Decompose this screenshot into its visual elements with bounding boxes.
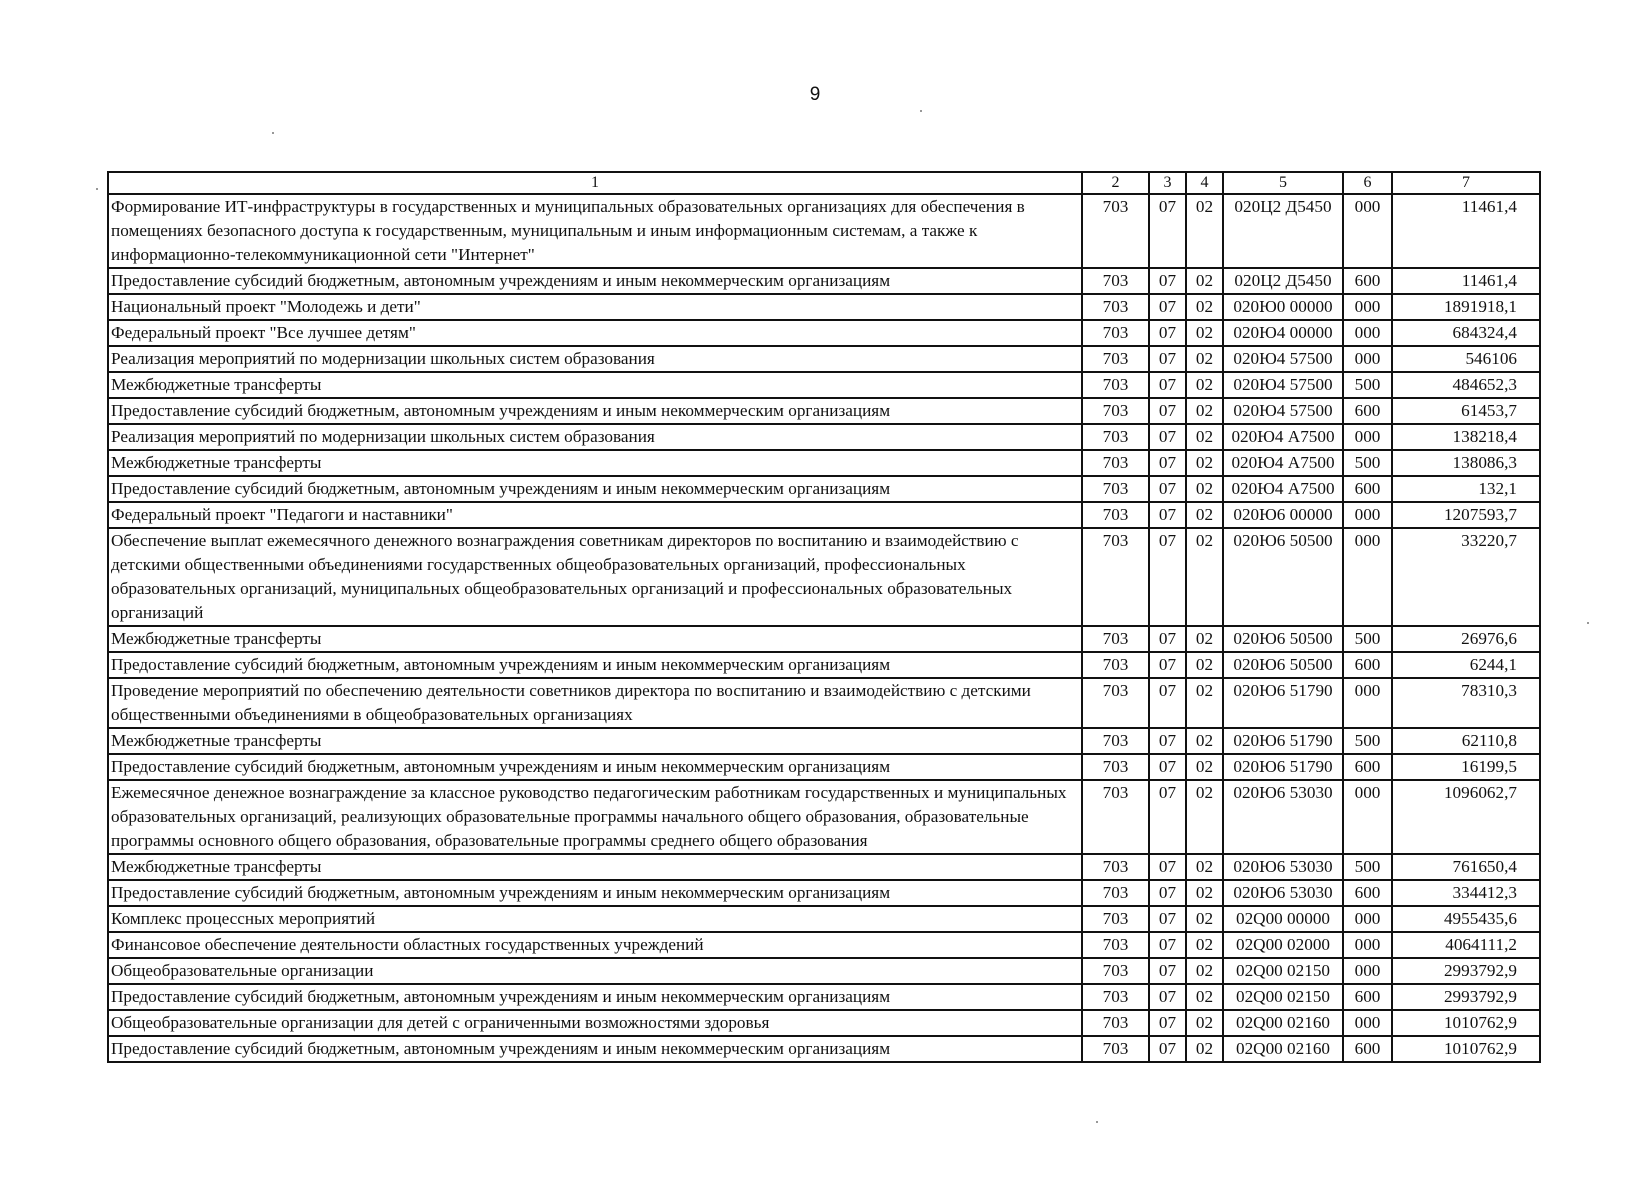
table-row bbox=[108, 678, 1540, 728]
cell-col-7: 4955435,6 bbox=[1392, 906, 1540, 932]
cell-col-4: 02 bbox=[1186, 958, 1223, 984]
cell-col-3: 07 bbox=[1149, 984, 1186, 1010]
cell-col-6: 000 bbox=[1343, 780, 1392, 854]
cell-col-6: 600 bbox=[1343, 1036, 1392, 1062]
cell-col-3: 07 bbox=[1149, 194, 1186, 268]
cell-col-4: 02 bbox=[1186, 502, 1223, 528]
cell-col-6: 500 bbox=[1343, 854, 1392, 880]
cell-col-3: 07 bbox=[1149, 398, 1186, 424]
cell-col-2: 703 bbox=[1082, 194, 1149, 268]
column-header: 6 bbox=[1343, 172, 1392, 194]
table-row bbox=[108, 880, 1540, 906]
cell-col-3: 07 bbox=[1149, 450, 1186, 476]
cell-col-4: 02 bbox=[1186, 268, 1223, 294]
cell-col-3: 07 bbox=[1149, 652, 1186, 678]
cell-col-2: 703 bbox=[1082, 528, 1149, 626]
cell-col-6: 000 bbox=[1343, 678, 1392, 728]
cell-col-5: 020Ю6 53030 bbox=[1223, 854, 1343, 880]
cell-col-2: 703 bbox=[1082, 424, 1149, 450]
cell-col-7: 33220,7 bbox=[1392, 528, 1540, 626]
cell-col-7: 1891918,1 bbox=[1392, 294, 1540, 320]
table-row bbox=[108, 854, 1540, 880]
row-name: Федеральный проект "Педагоги и наставники" bbox=[108, 502, 1082, 528]
page-number: 9 bbox=[809, 84, 821, 105]
cell-col-5: 02Q00 02160 bbox=[1223, 1010, 1343, 1036]
cell-col-5: 020Ю4 А7500 bbox=[1223, 450, 1343, 476]
cell-col-6: 500 bbox=[1343, 450, 1392, 476]
cell-col-4: 02 bbox=[1186, 854, 1223, 880]
table-row bbox=[108, 780, 1540, 854]
cell-col-5: 020Ю6 51790 bbox=[1223, 728, 1343, 754]
row-name: Общеобразовательные организации для детей с ограниченными возможностями здоровья bbox=[108, 1010, 1082, 1036]
table-row bbox=[108, 294, 1540, 320]
cell-col-6: 600 bbox=[1343, 652, 1392, 678]
cell-col-2: 703 bbox=[1082, 268, 1149, 294]
cell-col-2: 703 bbox=[1082, 476, 1149, 502]
cell-col-4: 02 bbox=[1186, 754, 1223, 780]
scan-speck bbox=[272, 132, 274, 134]
row-name: Межбюджетные трансферты bbox=[108, 372, 1082, 398]
cell-col-2: 703 bbox=[1082, 450, 1149, 476]
cell-col-2: 703 bbox=[1082, 906, 1149, 932]
row-name: Межбюджетные трансферты bbox=[108, 450, 1082, 476]
scan-speck bbox=[96, 188, 98, 190]
table-row bbox=[108, 652, 1540, 678]
column-header: 4 bbox=[1186, 172, 1223, 194]
cell-col-6: 600 bbox=[1343, 398, 1392, 424]
row-name: Реализация мероприятий по модернизации школьных систем образования bbox=[108, 424, 1082, 450]
table-row bbox=[108, 728, 1540, 754]
table-row bbox=[108, 194, 1540, 268]
cell-col-2: 703 bbox=[1082, 958, 1149, 984]
cell-col-2: 703 bbox=[1082, 678, 1149, 728]
cell-col-5: 020Ю6 50500 bbox=[1223, 528, 1343, 626]
cell-col-2: 703 bbox=[1082, 346, 1149, 372]
cell-col-4: 02 bbox=[1186, 880, 1223, 906]
cell-col-2: 703 bbox=[1082, 652, 1149, 678]
cell-col-6: 000 bbox=[1343, 906, 1392, 932]
cell-col-7: 484652,3 bbox=[1392, 372, 1540, 398]
cell-col-3: 07 bbox=[1149, 1036, 1186, 1062]
cell-col-6: 000 bbox=[1343, 958, 1392, 984]
cell-col-2: 703 bbox=[1082, 932, 1149, 958]
cell-col-2: 703 bbox=[1082, 1010, 1149, 1036]
cell-col-2: 703 bbox=[1082, 854, 1149, 880]
cell-col-5: 020Ю6 51790 bbox=[1223, 754, 1343, 780]
row-name: Ежемесячное денежное вознаграждение за классное руководство педагогическим работникам государственных и муниципальных образовательных организаций, реализующих образовательные программы начального общего образования, образовательные программы основного общего образования, образовательные программы среднего общего образования bbox=[108, 780, 1082, 854]
cell-col-2: 703 bbox=[1082, 780, 1149, 854]
cell-col-5: 020Ю0 00000 bbox=[1223, 294, 1343, 320]
cell-col-7: 334412,3 bbox=[1392, 880, 1540, 906]
cell-col-6: 000 bbox=[1343, 294, 1392, 320]
row-name: Предоставление субсидий бюджетным, автономным учреждениям и иным некоммерческим организациям bbox=[108, 984, 1082, 1010]
table-row bbox=[108, 1010, 1540, 1036]
table-row bbox=[108, 424, 1540, 450]
cell-col-5: 020Ю4 А7500 bbox=[1223, 424, 1343, 450]
cell-col-3: 07 bbox=[1149, 932, 1186, 958]
cell-col-7: 2993792,9 bbox=[1392, 958, 1540, 984]
budget-table bbox=[107, 171, 1541, 1063]
cell-col-4: 02 bbox=[1186, 194, 1223, 268]
cell-col-4: 02 bbox=[1186, 346, 1223, 372]
cell-col-4: 02 bbox=[1186, 984, 1223, 1010]
cell-col-4: 02 bbox=[1186, 906, 1223, 932]
cell-col-7: 16199,5 bbox=[1392, 754, 1540, 780]
cell-col-6: 000 bbox=[1343, 528, 1392, 626]
row-name: Предоставление субсидий бюджетным, автономным учреждениям и иным некоммерческим организациям bbox=[108, 652, 1082, 678]
cell-col-4: 02 bbox=[1186, 528, 1223, 626]
row-name: Реализация мероприятий по модернизации школьных систем образования bbox=[108, 346, 1082, 372]
row-name: Обеспечение выплат ежемесячного денежного вознаграждения советникам директоров по воспитанию и взаимодействию с детскими общественными объединениями государственных общеобразовательных организаций, профессиональных образовательных организаций, муниципальных общеобразовательных организаций и профессиональных образовательных организаций bbox=[108, 528, 1082, 626]
cell-col-4: 02 bbox=[1186, 1036, 1223, 1062]
cell-col-7: 138086,3 bbox=[1392, 450, 1540, 476]
cell-col-4: 02 bbox=[1186, 294, 1223, 320]
cell-col-6: 600 bbox=[1343, 476, 1392, 502]
row-name: Межбюджетные трансферты bbox=[108, 854, 1082, 880]
row-name: Комплекс процессных мероприятий bbox=[108, 906, 1082, 932]
cell-col-6: 000 bbox=[1343, 346, 1392, 372]
cell-col-5: 02Q00 00000 bbox=[1223, 906, 1343, 932]
cell-col-5: 02Q00 02160 bbox=[1223, 1036, 1343, 1062]
cell-col-7: 684324,4 bbox=[1392, 320, 1540, 346]
cell-col-6: 000 bbox=[1343, 320, 1392, 346]
cell-col-4: 02 bbox=[1186, 1010, 1223, 1036]
cell-col-6: 000 bbox=[1343, 502, 1392, 528]
cell-col-7: 62110,8 bbox=[1392, 728, 1540, 754]
cell-col-5: 020Ю6 53030 bbox=[1223, 880, 1343, 906]
cell-col-3: 07 bbox=[1149, 678, 1186, 728]
cell-col-3: 07 bbox=[1149, 958, 1186, 984]
row-name: Предоставление субсидий бюджетным, автономным учреждениям и иным некоммерческим организациям bbox=[108, 476, 1082, 502]
cell-col-7: 1010762,9 bbox=[1392, 1010, 1540, 1036]
cell-col-3: 07 bbox=[1149, 528, 1186, 626]
cell-col-6: 600 bbox=[1343, 984, 1392, 1010]
cell-col-4: 02 bbox=[1186, 398, 1223, 424]
column-header: 3 bbox=[1149, 172, 1186, 194]
cell-col-2: 703 bbox=[1082, 398, 1149, 424]
cell-col-7: 26976,6 bbox=[1392, 626, 1540, 652]
cell-col-7: 11461,4 bbox=[1392, 268, 1540, 294]
cell-col-5: 020Ц2 Д5450 bbox=[1223, 268, 1343, 294]
scan-speck bbox=[920, 110, 922, 112]
cell-col-6: 500 bbox=[1343, 728, 1392, 754]
cell-col-5: 020Ю4 57500 bbox=[1223, 398, 1343, 424]
row-name: Формирование ИТ-инфраструктуры в государственных и муниципальных образовательных организациях для обеспечения в помещениях безопасного доступа к государственным, муниципальным и иным информационным системам, а также к информационно-телекоммуникационной сети "Интернет" bbox=[108, 194, 1082, 268]
cell-col-5: 020Ю4 57500 bbox=[1223, 346, 1343, 372]
cell-col-2: 703 bbox=[1082, 294, 1149, 320]
table-row bbox=[108, 346, 1540, 372]
cell-col-6: 000 bbox=[1343, 1010, 1392, 1036]
column-header: 1 bbox=[108, 172, 1082, 194]
cell-col-3: 07 bbox=[1149, 268, 1186, 294]
cell-col-4: 02 bbox=[1186, 450, 1223, 476]
row-name: Национальный проект "Молодежь и дети" bbox=[108, 294, 1082, 320]
cell-col-5: 020Ю6 51790 bbox=[1223, 678, 1343, 728]
cell-col-2: 703 bbox=[1082, 754, 1149, 780]
table-row bbox=[108, 372, 1540, 398]
table-row bbox=[108, 268, 1540, 294]
cell-col-6: 000 bbox=[1343, 932, 1392, 958]
cell-col-3: 07 bbox=[1149, 626, 1186, 652]
cell-col-2: 703 bbox=[1082, 984, 1149, 1010]
cell-col-7: 546106 bbox=[1392, 346, 1540, 372]
table-row bbox=[108, 502, 1540, 528]
cell-col-3: 07 bbox=[1149, 320, 1186, 346]
cell-col-7: 1010762,9 bbox=[1392, 1036, 1540, 1062]
cell-col-7: 11461,4 bbox=[1392, 194, 1540, 268]
row-name: Общеобразовательные организации bbox=[108, 958, 1082, 984]
table-row bbox=[108, 320, 1540, 346]
cell-col-5: 02Q00 02150 bbox=[1223, 984, 1343, 1010]
cell-col-7: 132,1 bbox=[1392, 476, 1540, 502]
cell-col-2: 703 bbox=[1082, 728, 1149, 754]
table-row bbox=[108, 450, 1540, 476]
cell-col-4: 02 bbox=[1186, 780, 1223, 854]
table-row bbox=[108, 754, 1540, 780]
row-name: Федеральный проект "Все лучшее детям" bbox=[108, 320, 1082, 346]
row-name: Предоставление субсидий бюджетным, автономным учреждениям и иным некоммерческим организациям bbox=[108, 1036, 1082, 1062]
column-header: 7 bbox=[1392, 172, 1540, 194]
cell-col-5: 020Ю6 53030 bbox=[1223, 780, 1343, 854]
cell-col-3: 07 bbox=[1149, 906, 1186, 932]
cell-col-6: 600 bbox=[1343, 268, 1392, 294]
scan-speck bbox=[1587, 622, 1589, 624]
cell-col-4: 02 bbox=[1186, 678, 1223, 728]
row-name: Предоставление субсидий бюджетным, автономным учреждениям и иным некоммерческим организациям bbox=[108, 268, 1082, 294]
cell-col-3: 07 bbox=[1149, 1010, 1186, 1036]
cell-col-7: 2993792,9 bbox=[1392, 984, 1540, 1010]
row-name: Межбюджетные трансферты bbox=[108, 626, 1082, 652]
cell-col-5: 02Q00 02000 bbox=[1223, 932, 1343, 958]
cell-col-7: 78310,3 bbox=[1392, 678, 1540, 728]
cell-col-3: 07 bbox=[1149, 502, 1186, 528]
scan-speck bbox=[1096, 1121, 1098, 1123]
table-row bbox=[108, 932, 1540, 958]
cell-col-6: 000 bbox=[1343, 424, 1392, 450]
table-row bbox=[108, 398, 1540, 424]
table-row bbox=[108, 1036, 1540, 1062]
cell-col-6: 500 bbox=[1343, 372, 1392, 398]
table-row bbox=[108, 528, 1540, 626]
cell-col-6: 600 bbox=[1343, 880, 1392, 906]
cell-col-2: 703 bbox=[1082, 372, 1149, 398]
cell-col-5: 02Q00 02150 bbox=[1223, 958, 1343, 984]
cell-col-7: 61453,7 bbox=[1392, 398, 1540, 424]
cell-col-5: 020Ю6 50500 bbox=[1223, 626, 1343, 652]
cell-col-2: 703 bbox=[1082, 880, 1149, 906]
cell-col-4: 02 bbox=[1186, 424, 1223, 450]
cell-col-7: 138218,4 bbox=[1392, 424, 1540, 450]
cell-col-4: 02 bbox=[1186, 932, 1223, 958]
cell-col-4: 02 bbox=[1186, 372, 1223, 398]
row-name: Предоставление субсидий бюджетным, автономным учреждениям и иным некоммерческим организациям bbox=[108, 754, 1082, 780]
table-header-row bbox=[108, 172, 1540, 194]
cell-col-2: 703 bbox=[1082, 502, 1149, 528]
cell-col-4: 02 bbox=[1186, 652, 1223, 678]
cell-col-6: 600 bbox=[1343, 754, 1392, 780]
cell-col-4: 02 bbox=[1186, 728, 1223, 754]
cell-col-3: 07 bbox=[1149, 754, 1186, 780]
table-row bbox=[108, 958, 1540, 984]
cell-col-2: 703 bbox=[1082, 1036, 1149, 1062]
cell-col-3: 07 bbox=[1149, 728, 1186, 754]
cell-col-3: 07 bbox=[1149, 880, 1186, 906]
cell-col-6: 000 bbox=[1343, 194, 1392, 268]
row-name: Проведение мероприятий по обеспечению деятельности советников директора по воспитанию и взаимодействию с детскими общественными объединениями в общеобразовательных организациях bbox=[108, 678, 1082, 728]
table-row bbox=[108, 476, 1540, 502]
column-header: 5 bbox=[1223, 172, 1343, 194]
cell-col-3: 07 bbox=[1149, 372, 1186, 398]
cell-col-5: 020Ю4 57500 bbox=[1223, 372, 1343, 398]
row-name: Межбюджетные трансферты bbox=[108, 728, 1082, 754]
cell-col-4: 02 bbox=[1186, 320, 1223, 346]
cell-col-3: 07 bbox=[1149, 476, 1186, 502]
cell-col-3: 07 bbox=[1149, 780, 1186, 854]
cell-col-3: 07 bbox=[1149, 424, 1186, 450]
cell-col-7: 6244,1 bbox=[1392, 652, 1540, 678]
cell-col-7: 1096062,7 bbox=[1392, 780, 1540, 854]
cell-col-5: 020Ю6 50500 bbox=[1223, 652, 1343, 678]
cell-col-4: 02 bbox=[1186, 476, 1223, 502]
cell-col-7: 1207593,7 bbox=[1392, 502, 1540, 528]
cell-col-5: 020Ю6 00000 bbox=[1223, 502, 1343, 528]
cell-col-7: 761650,4 bbox=[1392, 854, 1540, 880]
table-row bbox=[108, 906, 1540, 932]
cell-col-3: 07 bbox=[1149, 854, 1186, 880]
cell-col-5: 020Ю4 00000 bbox=[1223, 320, 1343, 346]
cell-col-3: 07 bbox=[1149, 294, 1186, 320]
cell-col-5: 020Ю4 А7500 bbox=[1223, 476, 1343, 502]
table-row bbox=[108, 626, 1540, 652]
cell-col-5: 020Ц2 Д5450 bbox=[1223, 194, 1343, 268]
cell-col-2: 703 bbox=[1082, 626, 1149, 652]
row-name: Предоставление субсидий бюджетным, автономным учреждениям и иным некоммерческим организациям bbox=[108, 880, 1082, 906]
cell-col-3: 07 bbox=[1149, 346, 1186, 372]
cell-col-2: 703 bbox=[1082, 320, 1149, 346]
cell-col-4: 02 bbox=[1186, 626, 1223, 652]
row-name: Предоставление субсидий бюджетным, автономным учреждениям и иным некоммерческим организациям bbox=[108, 398, 1082, 424]
column-header: 2 bbox=[1082, 172, 1149, 194]
table-row bbox=[108, 984, 1540, 1010]
cell-col-6: 500 bbox=[1343, 626, 1392, 652]
cell-col-7: 4064111,2 bbox=[1392, 932, 1540, 958]
row-name: Финансовое обеспечение деятельности областных государственных учреждений bbox=[108, 932, 1082, 958]
